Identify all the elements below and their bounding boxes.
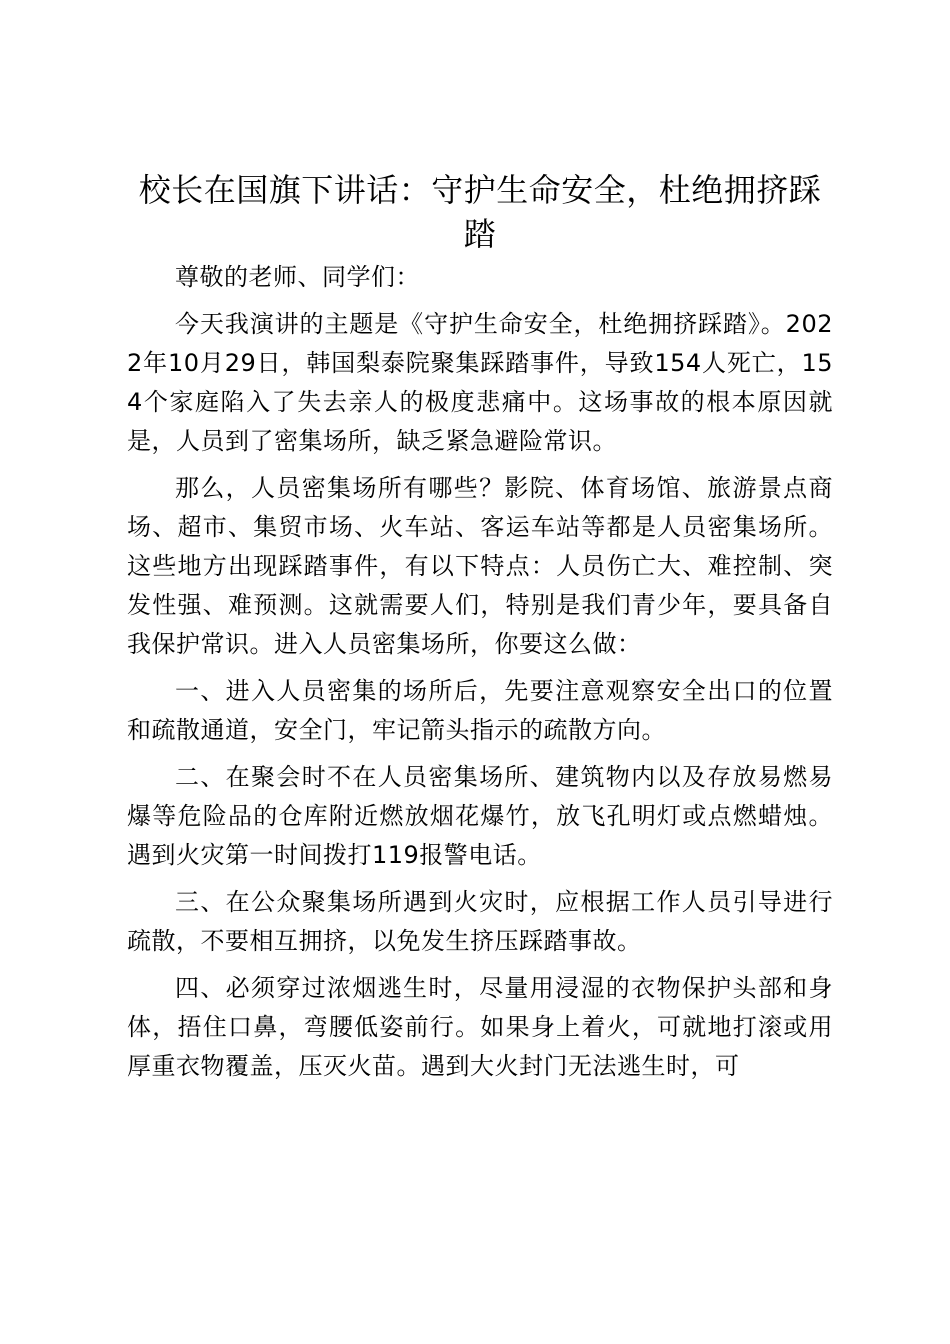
intro-paragraph: 今天我演讲的主题是《守护生命安全，杜绝拥挤踩踏》。2022年10月29日，韩国梨泰院聚集踩踏事件，导致154人死亡，154个家庭陷入了失去亲人的极度悲痛中。这场事故的根本原因就是，人员到了密集场所，缺乏紧急避险常识。	[127, 310, 833, 455]
document-page	[127, 168, 833, 1086]
crowded-places-paragraph: 那么，人员密集场所有哪些？影院、体育场馆、旅游景点商场、超市、集贸市场、火车站、客运车站等都是人员密集场所。这些地方出现踩踏事件，有以下特点：人员伤亡大、难控制、突发性强、难预测。这就需要人们，特别是我们青少年，要具备自我保护常识。进入人员密集场所，你要这么做：	[127, 474, 833, 658]
document-title: 校长在国旗下讲话：守护生命安全，杜绝拥挤踩踏	[138, 171, 822, 253]
rule-two-paragraph: 二、在聚会时不在人员密集场所、建筑物内以及存放易燃易爆等危险品的仓库附近燃放烟花爆竹，放飞孔明灯或点燃蜡烛。遇到火灾第一时间拨打119报警电话。	[127, 763, 833, 869]
rule-four-paragraph: 四、必须穿过浓烟逃生时，尽量用浸湿的衣物保护头部和身体，捂住口鼻，弯腰低姿前行。如果身上着火，可就地打滚或用厚重衣物覆盖，压灭火苗。遇到大火封门无法逃生时，可	[127, 974, 833, 1080]
rule-three-paragraph: 三、在公众聚集场所遇到火灾时，应根据工作人员引导进行疏散，不要相互拥挤，以免发生挤压踩踏事故。	[127, 888, 833, 955]
greeting-paragraph: 尊敬的老师、同学们：	[175, 263, 420, 291]
document-body	[127, 258, 833, 1086]
rule-one-paragraph: 一、进入人员密集的场所后，先要注意观察安全出口的位置和疏散通道，安全门，牢记箭头指示的疏散方向。	[127, 677, 833, 744]
